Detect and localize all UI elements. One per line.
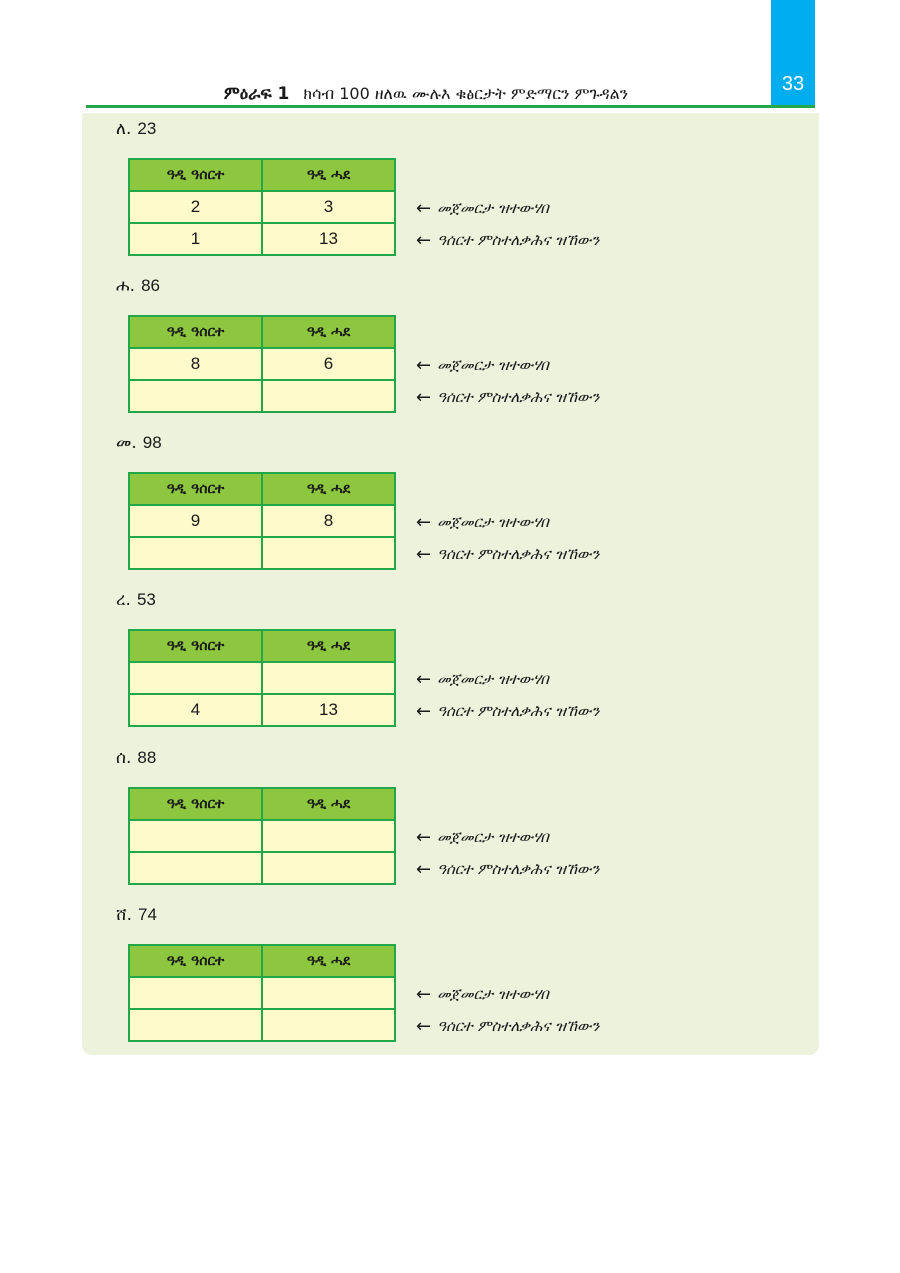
left-arrow-icon: ←: [416, 858, 432, 880]
exercise-letter: ሰ.: [116, 748, 132, 768]
exercise-item: [116, 271, 768, 413]
exercise-label: [116, 900, 768, 930]
left-arrow-icon: ←: [416, 700, 432, 722]
ones-cell[interactable]: [262, 977, 395, 1009]
note-borrowed: ← ዓሰርተ ምስተለቃሕና ዝኸውን: [416, 700, 600, 722]
note-borrowed: ← ዓሰርተ ምስተለቃሕና ዝኸውን: [416, 229, 600, 251]
tens-cell[interactable]: 4: [129, 694, 262, 726]
exercise-label: [116, 114, 768, 144]
place-value-table: [128, 787, 396, 885]
exercise-letter: ረ.: [116, 590, 131, 610]
place-value-table: [128, 629, 396, 727]
tens-cell[interactable]: [129, 977, 262, 1009]
exercise-item: [116, 114, 768, 256]
exercise-letter: ሐ.: [116, 276, 136, 296]
ones-cell[interactable]: 3: [262, 191, 395, 223]
tens-cell[interactable]: [129, 1009, 262, 1041]
ones-cell[interactable]: [262, 820, 395, 852]
exercise-label: [116, 743, 768, 773]
ones-header: ዓዲ ሓደ: [262, 316, 395, 348]
exercise-number: 86: [141, 276, 160, 295]
left-arrow-icon: ←: [416, 386, 432, 408]
exercise-label: [116, 585, 768, 615]
exercise-label: [116, 428, 768, 458]
ones-cell[interactable]: [262, 1009, 395, 1041]
tens-header: ዓዲ ዓሰርተ: [129, 788, 262, 820]
tens-cell[interactable]: [129, 380, 262, 412]
exercise-number: 23: [137, 119, 157, 138]
note-borrowed: ← ዓሰርተ ምስተለቃሕና ዝኸውን: [416, 858, 600, 880]
tens-cell[interactable]: [129, 852, 262, 884]
left-arrow-icon: ←: [416, 197, 432, 219]
place-value-table: [128, 315, 396, 413]
left-arrow-icon: ←: [416, 1015, 432, 1037]
exercise-label: [116, 271, 768, 301]
note-borrowed: ← ዓሰርተ ምስተለቃሕና ዝኸውን: [416, 386, 600, 408]
note-given: ← መጀመርታ ዝተውሃበ: [416, 826, 549, 848]
left-arrow-icon: ←: [416, 826, 432, 848]
tens-cell[interactable]: [129, 820, 262, 852]
left-arrow-icon: ←: [416, 354, 432, 376]
ones-cell[interactable]: [262, 662, 395, 694]
tens-cell[interactable]: 2: [129, 191, 262, 223]
exercise-letter: ለ.: [116, 119, 132, 139]
tens-header: ዓዲ ዓሰርተ: [129, 473, 262, 505]
ones-header: ዓዲ ሓደ: [262, 159, 395, 191]
left-arrow-icon: ←: [416, 543, 432, 565]
exercise-letter: መ.: [116, 433, 137, 453]
exercise-number: 88: [137, 748, 157, 767]
ones-cell[interactable]: 13: [262, 223, 395, 255]
note-given: ← መጀመርታ ዝተውሃበ: [416, 197, 549, 219]
place-value-table: [128, 944, 396, 1042]
header-rule: [86, 105, 815, 108]
left-arrow-icon: ←: [416, 511, 432, 533]
exercise-item: [116, 585, 768, 727]
chapter-title: ክሳብ 100 ዘለዉ ሙሉእ ቁፅርታት ምድማርን ምጉዳልን: [303, 84, 629, 103]
note-given: ← መጀመርታ ዝተውሃበ: [416, 354, 549, 376]
exercise-number: 53: [136, 590, 156, 609]
note-borrowed: ← ዓሰርተ ምስተለቃሕና ዝኸውን: [416, 1015, 600, 1037]
ones-cell[interactable]: [262, 537, 395, 569]
ones-header: ዓዲ ሓደ: [262, 788, 395, 820]
page-number: 33: [781, 73, 805, 95]
exercise-number: 74: [138, 905, 157, 924]
ones-header: ዓዲ ሓደ: [262, 945, 395, 977]
tens-cell[interactable]: 1: [129, 223, 262, 255]
tens-cell[interactable]: [129, 662, 262, 694]
exercise-item: [116, 743, 768, 885]
ones-header: ዓዲ ሓደ: [262, 473, 395, 505]
note-given: ← መጀመርታ ዝተውሃበ: [416, 511, 549, 533]
ones-cell[interactable]: 6: [262, 348, 395, 380]
note-borrowed: ← ዓሰርተ ምስተለቃሕና ዝኸውን: [416, 543, 600, 565]
ones-cell[interactable]: [262, 380, 395, 412]
place-value-table: [128, 472, 396, 570]
note-given: ← መጀመርታ ዝተውሃበ: [416, 668, 549, 690]
tens-header: ዓዲ ዓሰርተ: [129, 630, 262, 662]
tens-cell[interactable]: [129, 537, 262, 569]
tens-header: ዓዲ ዓሰርተ: [129, 945, 262, 977]
ones-cell[interactable]: [262, 852, 395, 884]
tens-cell[interactable]: 8: [129, 348, 262, 380]
left-arrow-icon: ←: [416, 668, 432, 690]
left-arrow-icon: ←: [416, 229, 432, 251]
note-given: ← መጀመርታ ዝተውሃበ: [416, 983, 549, 1005]
left-arrow-icon: ←: [416, 983, 432, 1005]
page-header: [86, 84, 766, 104]
ones-header: ዓዲ ሓደ: [262, 630, 395, 662]
tens-header: ዓዲ ዓሰርተ: [129, 159, 262, 191]
chapter-label: ምዕራፍ 1: [223, 84, 290, 104]
ones-cell[interactable]: 8: [262, 505, 395, 537]
exercise-letter: ሸ.: [116, 905, 132, 925]
page-number-tab: [771, 0, 815, 108]
tens-cell[interactable]: 9: [129, 505, 262, 537]
exercise-number: 98: [142, 433, 162, 452]
exercise-item: [116, 900, 768, 1042]
tens-header: ዓዲ ዓሰርተ: [129, 316, 262, 348]
ones-cell[interactable]: 13: [262, 694, 395, 726]
exercise-item: [116, 428, 768, 570]
place-value-table: [128, 158, 396, 256]
